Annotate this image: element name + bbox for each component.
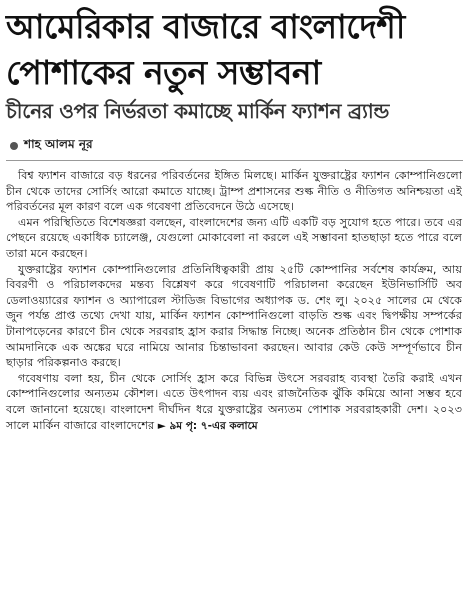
divider — [6, 160, 463, 161]
byline-bullet-icon — [10, 142, 18, 150]
article-body — [6, 168, 462, 434]
headline — [6, 4, 464, 96]
paragraph-text: গবেষণায় বলা হয়, চীন থেকে সোর্সিং হ্রাস করে বিভিন্ন উৎসে সরবরাহ ব্যবস্থা তৈরি করাই এখন কোম্পানিগুলোর অন্যতম কৌশল। এতে উৎপাদন ব্যয় এবং রাজনৈতিক ঝুঁকি কমিয়ে আনা সম্ভব হবে বলে জানানো হয়েছে। বাংলাদেশ দীর্ঘদিন ধরে যুক্তরাষ্ট্রের অন্যতম পোশাক সরবরাহকারী দেশ। ২০২৩ সালে মার্কিন বাজারে বাংলাদেশের — [6, 371, 462, 432]
author-name: শাহ আলম নূর — [24, 137, 93, 151]
paragraph — [6, 371, 462, 434]
paragraph: যুক্তরাষ্ট্রের ফ্যাশন কোম্পানিগুলোর প্রতিনিধিত্বকারী প্রায় ২৫টি কোম্পানির সর্বশেষ কার্যক্রম, আয় বিবরণী ও পরিচালকদের মন্তব্য বিশ্লেষণ করে গবেষণাটি পরিচালনা করেছেন ইউনিভার্সিটি অব ডেলাওয়্যারের ফ্যাশন ও অ্যাপারেল স্টাডিজ বিভাগের অধ্যাপক ড. শেং লু। ২০২৫ সালের মে থেকে জুন পর্যন্ত প্রাপ্ত তথ্যে দেখা যায়, মার্কিন ফ্যাশন কোম্পানিগুলো বাড়তি শুল্ক এবং দ্বিপক্ষীয় সম্পর্কের টানাপড়েনের কারণে চীন থেকে সরবরাহ হ্রাস করার সিদ্ধান্ত নিচ্ছে। অনেক প্রতিষ্ঠান চীন থেকে পোশাক আমদানিকে এক অঙ্কের ঘরে নামিয়ে আনার চিন্তাভাবনা করছেন। আবার কেউ কেউ সম্পূর্ণভাবে চীন ছাড়ার পরিকল্পনাও করছে। — [6, 262, 462, 370]
headline-line-1: আমেরিকার বাজারে বাংলাদেশী — [6, 7, 405, 46]
byline — [10, 136, 93, 156]
headline-line-2: পোশাকের নতুন সম্ভাবনা — [6, 53, 321, 92]
continuation-text: ৯ম পৃ: ৭-এর কলামে — [169, 419, 258, 432]
paragraph: বিশ্ব ফ্যাশন বাজারে বড় ধরনের পরিবর্তনের ইঙ্গিত মিলছে। মার্কিন যুক্তরাষ্ট্রের ফ্যাশন কোম্পানিগুলো চীন থেকে তাদের সোর্সিং আরো কমাতে যাচ্ছে। ট্রাম্প প্রশাসনের শুল্ক নীতি ও নীতিগত অনিশ্চয়তা এই পরিবর্তনের মূল কারণ বলে এক গবেষণা প্রতিবেদনে উঠে এসেছে। — [6, 169, 462, 214]
paragraph: এমন পরিস্থিতিতে বিশেষজ্ঞরা বলছেন, বাংলাদেশের জন্য এটি একটি বড় সুযোগ হতে পারে। তবে এর পেছনে রয়েছে একাধিক চ্যালেঞ্জ, যেগুলো মোকাবেলা না করলে এই সম্ভাবনা হাতছাড়া হতে পারে বলে তারা মনে করছেন। — [6, 215, 462, 260]
subheadline: চীনের ওপর নির্ভরতা কমাচ্ছে মার্কিন ফ্যাশন ব্র্যান্ড — [6, 99, 390, 123]
continuation-note: ► ৯ম পৃ: ৭-এর কলামে — [157, 419, 258, 432]
